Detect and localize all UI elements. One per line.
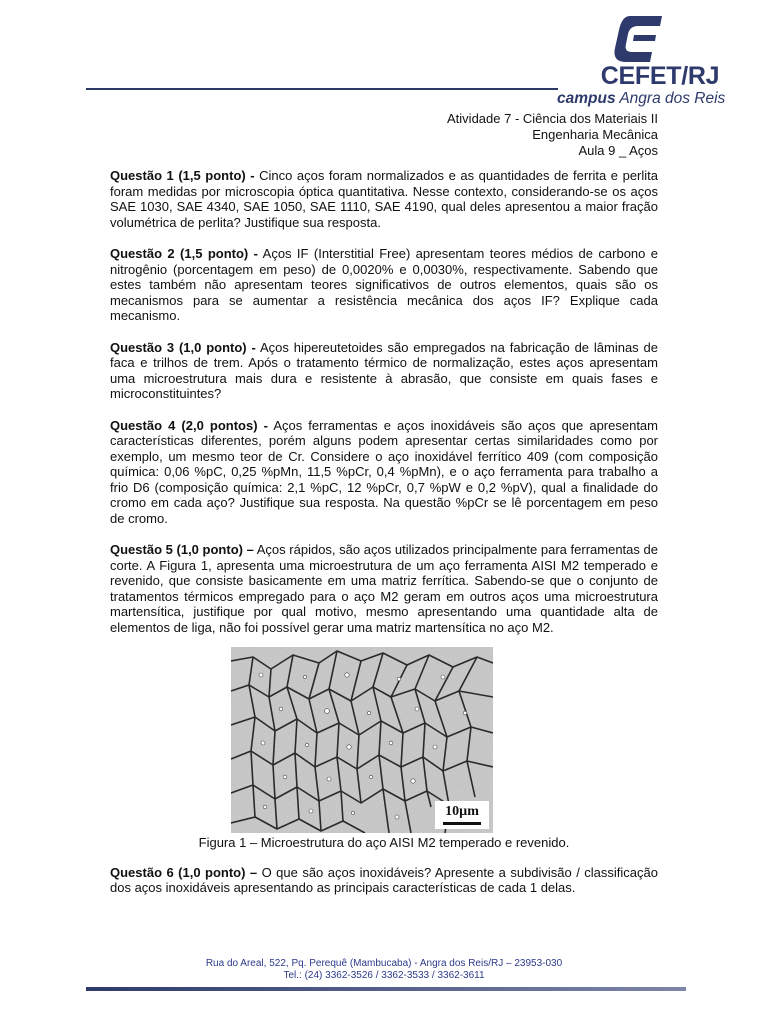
question-5	[110, 542, 658, 635]
question-1-text: Cinco aços foram normalizados e as quantidades de ferrita e perlita foram medidas por microscopia óptica quantitativa. Nesse contexto, considerando-se os aços SAE 1030, SAE 4340, SAE 1050, SAE 1110, SAE 4190, qual deles apresentou a maior fração volumétrica de perlita? Justifique sua resposta.	[110, 168, 658, 230]
logo-campus-name: Angra dos Reis	[619, 90, 726, 107]
logo-campus	[557, 90, 768, 108]
logo-campus-prefix: campus	[557, 90, 616, 107]
question-5-title: Questão 5 (1,0 ponto) –	[110, 542, 254, 557]
question-5-text: Aços rápidos, são aços utilizados principalmente para ferramentas de corte. A Figura 1, apresenta uma microestrutura de um aço ferramenta AISI M2 temperado e revenido, que consiste basicamente em uma matriz ferrítica. Sabendo-se que o conjunto de tratamentos térmicos empregado para o aço M2 geram em outros aços uma microestrutura martensítica, justifique por qual motivo, mesmo apresentando uma quantidade alta de elementos de liga, não foi possível gerar uma matriz martensítica no aço M2.	[110, 542, 658, 635]
question-2-title: Questão 2 (1,5 ponto) -	[110, 246, 258, 261]
question-4	[110, 418, 658, 527]
question-4-text: Aços ferramentas e aços inoxidáveis são aços que apresentam características diferentes, porém alguns podem apresentar certas similaridades como por exemplo, um mesmo teor de Cr. Considere o aço inoxidável ferrítico 409 (com composição química: 0,06 %pC, 0,25 %pMn, 11,5 %pCr, 0,4 %pMn), e o aço ferramenta para trabalho a frio D6 (composição química: 2,1 %pC, 12 %pCr, 0,7 %pW e 0,2 %pV), qual a finalidade do cromo em cada aço? Justifique sua resposta. Na questão %pCr se lê porcentagem em peso de cromo.	[110, 417, 658, 526]
scale-bar	[435, 801, 489, 829]
logo-name: CEFET/RJ	[600, 62, 720, 90]
scale-bar-line	[443, 822, 481, 825]
page-footer	[0, 958, 768, 982]
footer-phones: Tel.: (24) 3362-3526 / 3362-3533 / 3362-3611	[283, 970, 485, 981]
cefet-logo-icon	[608, 14, 664, 64]
scale-bar-label: 10µm	[445, 804, 479, 819]
question-2	[110, 246, 658, 324]
question-6-text: O que são aços inoxidáveis? Apresente a subdivisão / classificação dos aços inoxidáveis apresentando as principais características de cada 1 delas.	[110, 864, 658, 895]
header-rule	[86, 88, 558, 90]
footer-rule	[86, 987, 686, 991]
question-1-title: Questão 1 (1,5 ponto) -	[110, 168, 255, 183]
document-heading	[447, 111, 658, 159]
question-1	[110, 168, 658, 230]
question-2-text: Aços IF (Interstitial Free) apresentam teores médios de carbono e nitrogênio (porcentagem em peso) de 0,0020% e 0,0030%, respectivamente. Sabendo que estes também não apresentam teores significativos de outros elementos, quais são os mecanismos para se aumentar a resistência mecânica dos aços IF? Explique cada mecanismo.	[110, 246, 659, 323]
heading-course: Engenharia Mecânica	[532, 127, 658, 142]
question-6-title: Questão 6 (1,0 ponto) –	[110, 864, 258, 880]
question-3	[110, 340, 658, 402]
footer-address: Rua do Areal, 522, Pq. Perequê (Mambucaba) - Angra dos Reis/RJ – 23953-030	[205, 958, 563, 969]
heading-activity: Atividade 7 - Ciência dos Materiais II	[447, 111, 658, 126]
figure-1-caption: Figura 1 – Microestrutura do aço AISI M2 temperado e revenido.	[198, 835, 570, 850]
question-3-text: Aços hipereutetoides são empregados na fabricação de lâminas de faca e trilhos de trem. Após o tratamento térmico de normalização, estes aços apresentam uma microestrutura mais dura e resistente à abrasão, que consiste em quais fases e microconstituintes?	[110, 339, 658, 401]
figure-1-micrograph	[231, 647, 493, 833]
question-6	[110, 865, 658, 896]
question-4-title: Questão 4 (2,0 pontos) -	[110, 417, 268, 433]
question-3-title: Questão 3 (1,0 ponto) -	[110, 339, 256, 355]
document-body	[110, 168, 658, 912]
heading-lesson: Aula 9 _ Aços	[578, 143, 658, 158]
